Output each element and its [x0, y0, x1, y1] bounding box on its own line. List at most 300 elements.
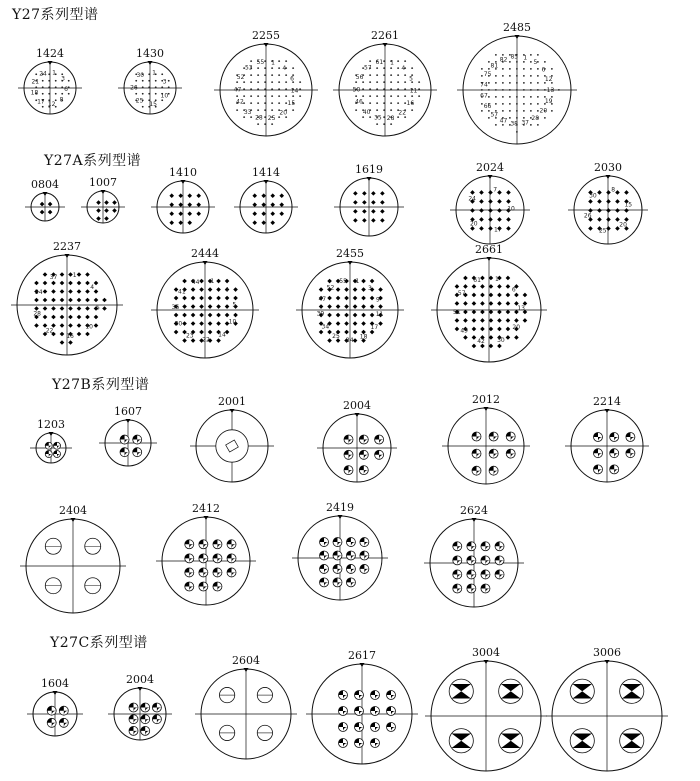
pin-hole: [236, 81, 238, 83]
pin-number: 20: [279, 109, 288, 117]
pin-number: 47: [318, 296, 327, 304]
pin-number: 5: [95, 304, 100, 312]
pin-hole: [68, 93, 70, 95]
pin-hole: [264, 60, 266, 62]
pin-hole: [509, 103, 511, 105]
pin-number: 28: [33, 310, 41, 318]
pin-hole: [502, 110, 504, 112]
pin-number: 34: [321, 323, 330, 331]
model-code: 2001: [218, 395, 246, 408]
model-code: 2261: [371, 29, 399, 42]
pin-number: 74: [480, 81, 488, 89]
pin-hole: [55, 93, 57, 95]
pin-number: 11: [409, 87, 418, 95]
pin-hole: [271, 88, 273, 90]
pin-hole: [383, 109, 385, 111]
pin-number: 26: [130, 84, 138, 92]
pin-number: 16: [406, 100, 415, 108]
model-code: 1604: [41, 677, 69, 690]
pin-number: 39: [316, 310, 325, 318]
pin-number: 30: [174, 320, 183, 328]
pin-number: 1: [523, 54, 528, 62]
pin-hole: [397, 88, 399, 90]
pin-hole: [481, 103, 483, 105]
pin-hole: [42, 93, 44, 95]
pin-number: 30: [136, 72, 145, 80]
pin-hole: [551, 68, 553, 70]
pin-hole: [55, 86, 57, 88]
model-code: 2485: [503, 21, 531, 34]
model-code: 3006: [593, 646, 621, 659]
pin-hole: [376, 123, 378, 125]
pin-hole: [376, 88, 378, 90]
pin-hole: [285, 88, 287, 90]
pin-hole: [369, 95, 371, 97]
pin-hole: [292, 67, 294, 69]
pin-hole: [376, 95, 378, 97]
pin-hole: [369, 116, 371, 118]
section-title-y27: Y27系列型谱: [12, 7, 99, 23]
pin-hole: [523, 96, 525, 98]
connector-1604: [27, 677, 83, 736]
pin-number: 52: [236, 73, 245, 81]
pin-number: 12: [47, 101, 56, 109]
pin-hole: [397, 60, 399, 62]
pin-hole: [155, 86, 157, 88]
pin-hole: [257, 74, 259, 76]
pin-hole: [404, 88, 406, 90]
pin-hole: [271, 95, 273, 97]
pin-hole: [523, 82, 525, 84]
pin-hole: [551, 110, 553, 112]
model-code: 2412: [192, 502, 220, 515]
pin-number: 61: [473, 277, 481, 285]
connector-2237: [11, 240, 123, 355]
model-code: 2419: [326, 501, 354, 514]
pin-number: 26: [583, 212, 592, 220]
pin-hole: [390, 95, 392, 97]
pin-hole: [516, 89, 518, 91]
pin-hole: [390, 67, 392, 69]
pin-hole: [509, 82, 511, 84]
pin-number: 15: [149, 100, 158, 108]
pin-hole: [369, 60, 371, 62]
pin-hole: [362, 88, 364, 90]
pin-hole: [271, 102, 273, 104]
pin-hole: [376, 74, 378, 76]
pin-hole: [530, 68, 532, 70]
pin-hole: [299, 95, 301, 97]
pin-hole: [509, 117, 511, 119]
model-code: 2455: [336, 247, 364, 260]
connector-0804: [25, 178, 65, 221]
pin-number: 67: [480, 92, 488, 100]
connector-2419: [292, 501, 388, 600]
model-code: 1607: [114, 405, 142, 418]
pin-hole: [35, 73, 37, 75]
pin-hole: [537, 54, 539, 56]
pin-hole: [257, 109, 259, 111]
pin-number: 6: [290, 75, 294, 83]
pin-hole: [530, 110, 532, 112]
pin-hole: [278, 81, 280, 83]
pin-hole: [257, 81, 259, 83]
pin-hole: [369, 81, 371, 83]
pin-hole: [537, 89, 539, 91]
pin-hole: [516, 110, 518, 112]
pin-hole: [516, 75, 518, 77]
pin-number: 17: [370, 324, 379, 332]
pin-hole: [397, 81, 399, 83]
pin-hole: [369, 102, 371, 104]
pin-hole: [397, 95, 399, 97]
pin-hole: [243, 116, 245, 118]
pin-hole: [411, 95, 413, 97]
pin-hole: [142, 80, 144, 82]
connector-2012: [442, 393, 530, 484]
pin-number: 12: [544, 76, 553, 84]
pin-hole: [250, 60, 252, 62]
pin-hole: [61, 93, 63, 95]
connector-2404: [20, 504, 126, 613]
pin-hole: [299, 88, 301, 90]
pin-hole: [369, 74, 371, 76]
connector-1203: [30, 418, 72, 463]
pin-number: 38: [510, 120, 518, 128]
connector-3006: [546, 646, 668, 771]
pin-hole: [495, 96, 497, 98]
pin-number: 18: [30, 89, 39, 97]
pin-number: 22: [45, 327, 54, 335]
pin-number: 51: [453, 309, 461, 317]
model-code: 2012: [472, 393, 500, 406]
pin-number: 3: [368, 284, 372, 292]
connector-1414: [234, 166, 298, 233]
pin-number: 1: [355, 278, 360, 286]
pin-number: 61: [375, 59, 384, 67]
pin-hole: [418, 81, 420, 83]
section-title-y27a: Y27A系列型谱: [44, 153, 142, 169]
connector-2255: [214, 29, 318, 136]
pin-hole: [264, 109, 266, 111]
pin-number: 7: [493, 186, 498, 194]
pin-hole: [481, 110, 483, 112]
pin-hole: [537, 96, 539, 98]
pin-hole: [502, 82, 504, 84]
model-code: 2030: [594, 161, 622, 174]
pin-hole: [148, 86, 150, 88]
connector-1430: [118, 47, 182, 114]
pin-hole: [55, 80, 57, 82]
pin-hole: [523, 103, 525, 105]
pin-hole: [495, 103, 497, 105]
pin-hole: [142, 93, 144, 95]
pin-hole: [48, 93, 50, 95]
pin-hole: [544, 61, 546, 63]
pin-hole: [285, 81, 287, 83]
pin-number: 28: [386, 114, 395, 122]
pin-number: 1: [271, 59, 275, 67]
pin-number: 37: [49, 274, 58, 282]
pin-number: 66: [483, 102, 492, 110]
pin-hole: [68, 80, 70, 82]
pin-hole: [42, 86, 44, 88]
pin-hole: [516, 96, 518, 98]
pin-hole: [397, 102, 399, 104]
pin-number: 19: [544, 97, 553, 105]
pin-hole: [530, 89, 532, 91]
pin-hole: [135, 93, 137, 95]
pin-hole: [502, 75, 504, 77]
pin-number: 5: [409, 75, 413, 83]
pin-hole: [516, 103, 518, 105]
pin-hole: [271, 81, 273, 83]
pin-hole: [292, 109, 294, 111]
pin-hole: [135, 80, 137, 82]
pin-hole: [537, 124, 539, 126]
pin-number: 9: [375, 296, 380, 304]
pin-hole: [383, 60, 385, 62]
pin-hole: [362, 95, 364, 97]
pin-number: 20: [469, 220, 478, 228]
pin-hole: [264, 116, 266, 118]
pin-number: 1: [52, 69, 56, 77]
pin-hole: [264, 81, 266, 83]
connector-2412: [156, 502, 256, 605]
pin-hole: [285, 74, 287, 76]
pin-number: 30: [589, 192, 597, 200]
connector-2604: [195, 654, 297, 759]
pin-hole: [161, 73, 163, 75]
pin-number: 21: [31, 78, 40, 86]
pin-number: 37: [521, 119, 529, 127]
pin-hole: [530, 54, 532, 56]
pin-hole: [355, 95, 357, 97]
pin-hole: [509, 61, 511, 63]
pin-hole: [530, 124, 532, 126]
pin-number: 15: [624, 201, 633, 209]
pin-number: 1: [72, 271, 77, 279]
connector-2455: [296, 247, 404, 358]
pin-number: 1: [495, 275, 499, 283]
pin-hole: [383, 67, 385, 69]
model-code: 3004: [472, 646, 500, 659]
pin-hole: [383, 123, 385, 125]
pin-hole: [376, 102, 378, 104]
connector-2661: [431, 243, 547, 362]
pin-hole: [481, 75, 483, 77]
pin-hole: [516, 131, 518, 133]
connector-1424: [18, 47, 82, 114]
pin-hole: [161, 86, 163, 88]
pin-hole: [271, 109, 273, 111]
connector-2485: [457, 21, 577, 144]
pin-hole: [516, 117, 518, 119]
connector-2617: [306, 649, 418, 764]
pin-number: 25: [135, 97, 144, 105]
pin-number: 16: [66, 332, 74, 340]
pin-number: 20: [512, 324, 521, 332]
section-title-y27c: Y27C系列型谱: [50, 635, 148, 651]
pin-number: 53: [244, 64, 253, 72]
pin-hole: [502, 89, 504, 91]
pin-hole: [264, 88, 266, 90]
pin-number: 40: [362, 108, 371, 116]
pin-hole: [271, 74, 273, 76]
pin-number: 6: [511, 286, 516, 294]
pin-hole: [523, 110, 525, 112]
pin-number: 52: [326, 284, 335, 292]
pin-hole: [530, 103, 532, 105]
model-code: 2214: [593, 395, 621, 408]
pin-hole: [495, 54, 497, 56]
pin-hole: [278, 88, 280, 90]
pin-hole: [502, 103, 504, 105]
pin-hole: [243, 81, 245, 83]
pin-hole: [523, 75, 525, 77]
pin-hole: [161, 99, 163, 101]
pin-hole: [509, 68, 511, 70]
pin-hole: [48, 86, 50, 88]
pin-number: 13: [517, 304, 525, 312]
pin-hole: [257, 123, 259, 125]
pin-number: 25: [598, 227, 607, 235]
pin-hole: [148, 73, 150, 75]
pin-number: 4: [401, 65, 406, 73]
model-code: 1414: [252, 166, 280, 179]
pin-hole: [271, 67, 273, 69]
pin-number: 23: [185, 332, 194, 340]
pin-hole: [250, 116, 252, 118]
pin-number: 34: [34, 289, 43, 297]
pin-number: 4: [90, 283, 95, 291]
pin-hole: [488, 89, 490, 91]
pin-hole: [257, 88, 259, 90]
pin-hole: [142, 86, 144, 88]
pin-hole: [404, 95, 406, 97]
pin-hole: [278, 95, 280, 97]
pin-hole: [285, 95, 287, 97]
pin-number: 3: [61, 75, 66, 83]
pin-hole: [523, 68, 525, 70]
pin-hole: [516, 61, 518, 63]
pin-hole: [530, 61, 532, 63]
pin-hole: [383, 74, 385, 76]
connector-1007: [81, 176, 125, 223]
pin-hole: [509, 89, 511, 91]
pin-hole: [278, 102, 280, 104]
pin-number: 81: [490, 62, 499, 70]
pin-number: 6: [541, 66, 546, 74]
pin-number: 8: [611, 186, 616, 194]
pin-hole: [411, 67, 413, 69]
pin-number: 10: [160, 92, 169, 100]
connector-2214: [565, 395, 649, 482]
connector-2624: [424, 504, 524, 607]
model-code: 1410: [169, 166, 197, 179]
connector-2001: [190, 395, 274, 482]
connector-2030: [568, 161, 648, 244]
pin-number: 75: [483, 71, 492, 79]
pin-hole: [142, 106, 144, 108]
pin-number: 17: [37, 98, 45, 106]
pin-number: 56: [355, 73, 364, 81]
pin-hole: [383, 88, 385, 90]
pin-hole: [376, 109, 378, 111]
connector-2004: [108, 673, 172, 740]
model-code: 1203: [37, 418, 65, 431]
pin-hole: [42, 80, 44, 82]
pin-hole: [495, 82, 497, 84]
pin-hole: [537, 110, 539, 112]
pin-number: 24: [345, 336, 354, 344]
model-code: 2604: [232, 654, 260, 667]
pin-number: 57: [490, 111, 499, 119]
model-code: 2255: [252, 29, 280, 42]
pin-hole: [544, 89, 546, 91]
pin-hole: [488, 96, 490, 98]
pin-hole: [42, 106, 44, 108]
pin-hole: [278, 60, 280, 62]
pin-hole: [411, 109, 413, 111]
pin-hole: [155, 93, 157, 95]
pin-hole: [481, 89, 483, 91]
model-code: 1430: [136, 47, 164, 60]
pin-hole: [537, 68, 539, 70]
model-code: 2024: [476, 161, 504, 174]
pin-hole: [299, 81, 301, 83]
pin-hole: [530, 75, 532, 77]
pin-number: 1: [210, 278, 215, 286]
pin-number: 47: [233, 86, 242, 94]
pin-number: 41: [178, 288, 186, 296]
pin-number: 22: [202, 336, 210, 344]
pin-hole: [285, 60, 287, 62]
pin-number: 18: [359, 333, 368, 341]
pin-number: 17: [493, 226, 502, 234]
pin-number: 6: [64, 86, 68, 94]
connector-1619: [334, 163, 404, 236]
pin-hole: [390, 109, 392, 111]
pin-hole: [155, 80, 157, 82]
pin-hole: [516, 82, 518, 84]
section-title-y27b: Y27B系列型谱: [52, 377, 150, 393]
model-code: 1424: [36, 47, 64, 60]
pin-hole: [257, 102, 259, 104]
model-code: 0804: [31, 178, 59, 191]
pin-number: 42: [236, 98, 244, 106]
pin-hole: [418, 95, 420, 97]
pin-hole: [362, 81, 364, 83]
pin-hole: [355, 81, 357, 83]
model-code: 1007: [89, 176, 117, 189]
pin-hole: [537, 82, 539, 84]
model-code: 2617: [348, 649, 376, 662]
pin-number: 28: [255, 114, 263, 122]
pin-number: 85: [510, 53, 519, 61]
pin-number: 1: [152, 69, 156, 77]
pin-hole: [250, 88, 252, 90]
pin-number: 1: [390, 59, 394, 67]
pin-hole: [495, 75, 497, 77]
pin-hole: [544, 117, 546, 119]
pin-hole: [383, 81, 385, 83]
pin-hole: [509, 110, 511, 112]
pin-hole: [502, 68, 504, 70]
pin-hole: [383, 95, 385, 97]
pin-hole: [35, 86, 37, 88]
connector-1410: [151, 166, 215, 233]
